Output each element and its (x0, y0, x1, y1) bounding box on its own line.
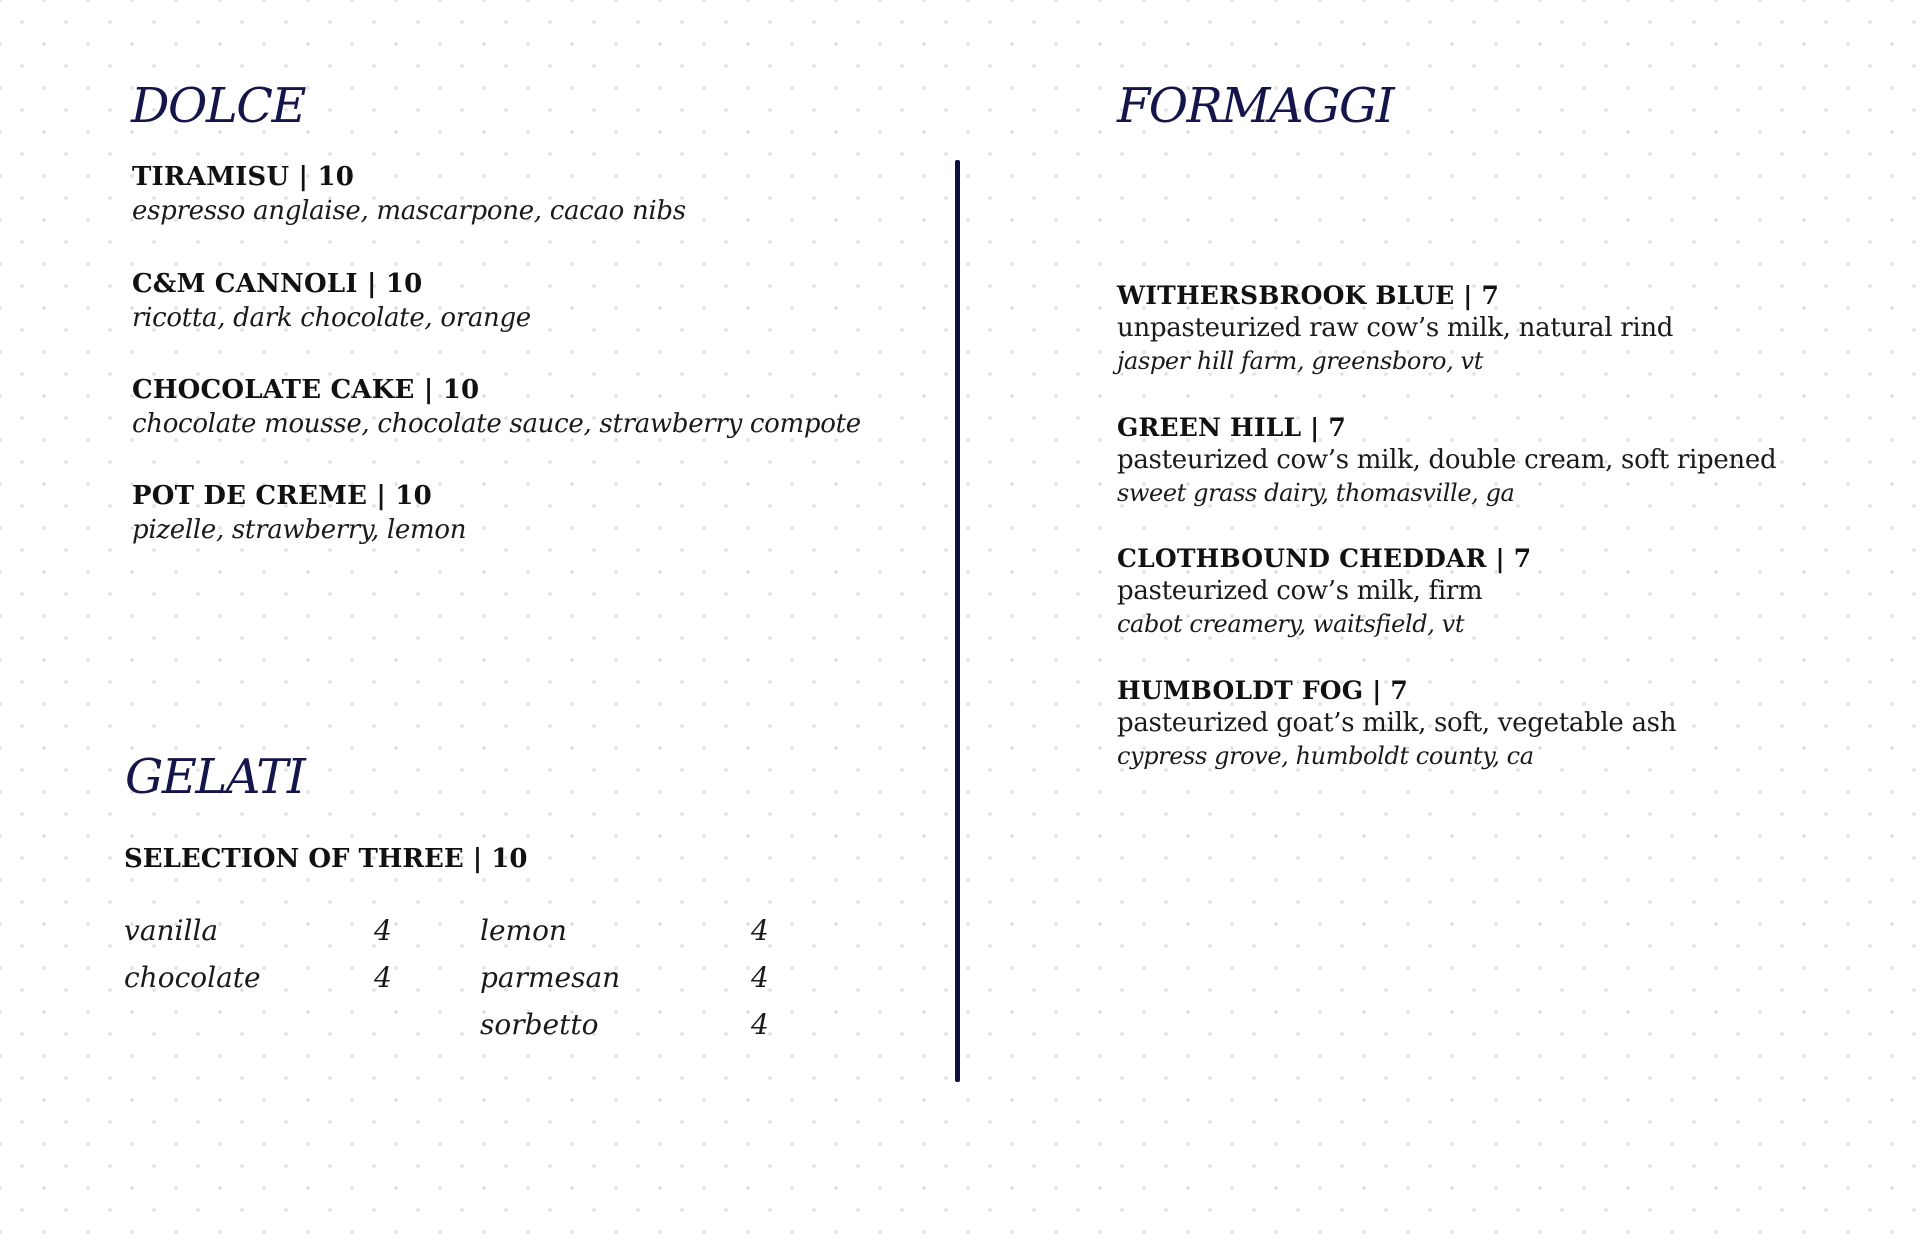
flavor-price: 4 (751, 914, 769, 947)
gelati-selection-title: SELECTION OF THREE | 10 (124, 844, 528, 874)
item-origin: sweet grass dairy, thomasville, ga (1117, 479, 1515, 507)
item-description: pasteurized cow’s milk, firm (1117, 576, 1483, 606)
dolce-item-pot-de-creme (132, 479, 466, 547)
cheese-item-clothbound-cheddar (1117, 542, 1531, 641)
flavor-price: 4 (374, 961, 392, 994)
item-title: GREEN HILL | 7 (1117, 413, 1346, 442)
item-title: TIRAMISU | 10 (132, 162, 355, 192)
flavor-name: sorbetto (480, 1008, 599, 1041)
column-divider (955, 160, 960, 1082)
item-title: C&M CANNOLI | 10 (132, 269, 423, 299)
item-title: POT DE CREME | 10 (132, 481, 432, 511)
item-description: chocolate mousse, chocolate sauce, strawberry compote (132, 409, 861, 439)
gelati-heading: GELATI (125, 749, 305, 805)
flavor-name: lemon (480, 914, 567, 947)
cheese-item-humboldt-fog (1117, 674, 1676, 773)
flavor-name: parmesan (480, 961, 621, 994)
flavor-price: 4 (374, 914, 392, 947)
flavor-price: 4 (751, 1008, 769, 1041)
item-title: HUMBOLDT FOG | 7 (1117, 676, 1409, 705)
flavor-price: 4 (751, 961, 769, 994)
dolce-item-tiramisu (132, 160, 686, 228)
cheese-item-green-hill (1117, 411, 1776, 510)
item-description: ricotta, dark chocolate, orange (132, 303, 531, 333)
dolce-heading: DOLCE (131, 78, 305, 134)
flavor-name: vanilla (124, 914, 219, 947)
item-description: pasteurized goat’s milk, soft, vegetable ash (1117, 708, 1677, 738)
dolce-item-chocolate-cake (132, 373, 861, 441)
dolce-item-cannoli (132, 267, 531, 335)
item-description: unpasteurized raw cow’s milk, natural rind (1117, 313, 1674, 343)
item-origin: cabot creamery, waitsfield, vt (1117, 610, 1465, 638)
flavor-name: chocolate (124, 961, 261, 994)
formaggi-heading: FORMAGGI (1117, 78, 1394, 134)
item-description: espresso anglaise, mascarpone, cacao nibs (132, 196, 686, 226)
item-description: pasteurized cow’s milk, double cream, soft ripened (1117, 445, 1777, 475)
cheese-item-withersbrook-blue (1117, 279, 1673, 378)
item-title: WITHERSBROOK BLUE | 7 (1117, 281, 1500, 310)
item-origin: cypress grove, humboldt county, ca (1117, 742, 1534, 770)
item-description: pizelle, strawberry, lemon (132, 515, 467, 545)
item-title: CHOCOLATE CAKE | 10 (132, 375, 480, 405)
item-title: CLOTHBOUND CHEDDAR | 7 (1117, 544, 1532, 573)
item-origin: jasper hill farm, greensboro, vt (1117, 347, 1483, 375)
